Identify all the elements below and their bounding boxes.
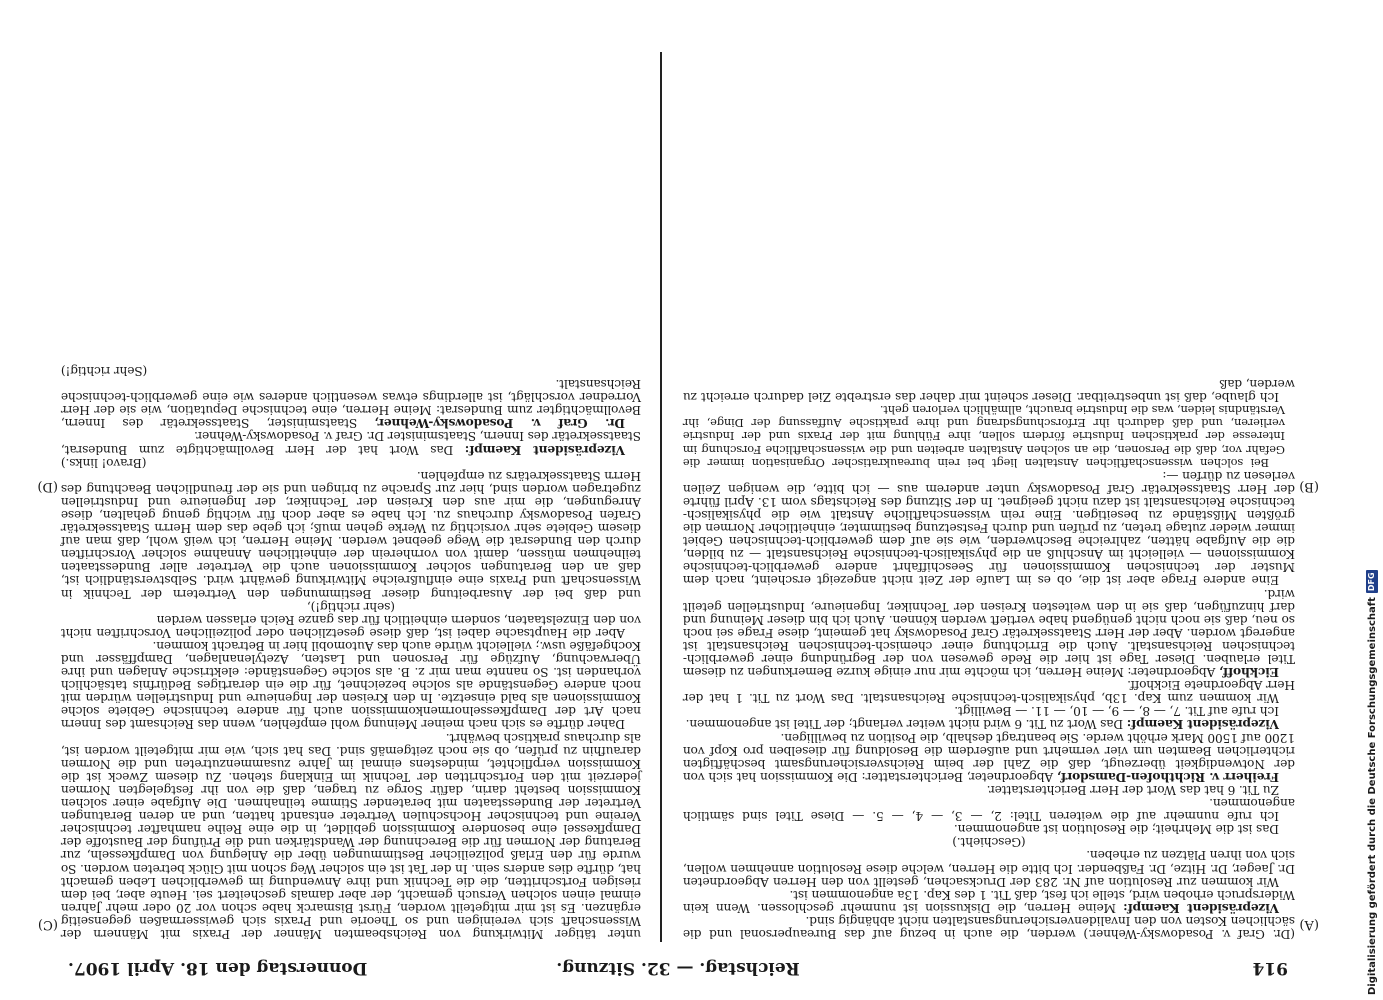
page-number: 914 <box>1252 958 1288 978</box>
paragraph: unter tätiger Mitwirkung von Reichsbeamten Männer der Praxis mit Männern der Wissenschaft sich vereinigen und so Theorie und Praxis sich gewissermaßen gegenseitig ergänzen. Es ist mir mitgeteilt worden, Fürst Bismarck habe schon vor 20 oder mehr Jahren einmal einen solchen Versuch gemacht, der aber damals gescheitert sei. Heute aber, bei dem riesigen Fortschritten, die die Technik und ihre Anwendung im gewerblichen Leben gemacht hat, dürfte dies anders sein. In der Tat ist ein solcher Weg schon mit Glück betreten worden. So wurde für den Erlaß polizeilicher Bestimmungen über die Anlegung von Dampfkesseln, zur Beratung der Normen für die Berechnung der Wandstärken und die Prüfung der Baustoffe der Dampfkessel eine besondere Kommission gebildet, in die eine Reihe namhafter technischer Vereine und technischer Hochschulen Vertreter entsandt hatten, und an deren Beratungen Vertreter der Bundesstaaten mit beratender Stimme teilnahmen. Die Aufgabe einer solchen Kommission besteht darin, dafür Sorge zu tragen, daß die von ihr festgelegten Normen jederzeit mit den Fortschritten der Technik im Einklang stehen. Zu diesem Zweck ist die Kommission verpflichtet, mindestens einmal im Jahre zusammenzutreten und die Normen daraufhin zu prüfen, ob sie noch zeitgemäß sind. Das hat sich, wie mir mitgeteilt worden ist, als durchaus praktisch bewährt. <box>61 730 641 941</box>
page-title: Reichstag. — 32. Sitzung. <box>556 958 800 978</box>
margin-marker-b: (B) <box>1299 479 1319 494</box>
speaker-name: Vizepräsident Kaempf: <box>1123 900 1279 915</box>
right-column <box>61 364 641 940</box>
column-divider <box>661 52 663 942</box>
speaker-name: Freiherr v. Richthofen-Damsdorf, <box>1057 769 1279 784</box>
dfg-logo-icon: DFG <box>1367 572 1376 592</box>
page-header <box>68 956 1288 978</box>
speaker-name: Eickhoff, <box>1219 665 1279 680</box>
left-column <box>683 377 1295 940</box>
paragraph: (Dr. Graf v. Posadowsky-Wehner.) werden, die auch in bezug auf das Bureaupersonal und die sächlichen Kosten von den Invalidenversicherungsanstalten nicht abhängig sind. <box>683 913 1295 941</box>
paragraph: Vizepräsident Kaempf: Meine Herren, die Diskussion ist nunmehr geschlossen. Wenn kein Widerspruch erhoben wird, stelle ich fest, daß Tit. 1 des Kap. 13a angenommen ist. <box>682 887 1295 915</box>
page-date: Donnerstag den 18. April 1907. <box>68 958 368 978</box>
paragraph: Ich rufe auf Tit. 7, — 8, — 9, — 10, — 11. — Bewilligt. <box>954 704 1279 719</box>
paragraph: Ich rufe nunmehr auf die weiteren Titel: 2, — 3, — 4, — 5. — Diese Titel sind sämtlich angenommen. <box>683 796 1295 824</box>
credit-text: Digitalisierung gefördert durch die Deutsche Forschungsgemeinschaft <box>1366 597 1378 995</box>
speaker-name: Vizepräsident Kaempf: <box>464 442 625 457</box>
margin-marker-a: (A) <box>1299 917 1319 932</box>
digitization-credit <box>1364 572 1380 995</box>
speaker-name: Vizepräsident Kaempf: <box>1126 717 1279 732</box>
interjection: (Bravo! links.) <box>61 455 147 470</box>
margin-marker-c: (C) <box>37 917 58 932</box>
margin-marker-d: (D) <box>37 479 58 494</box>
paragraph: Das ist die Mehrheit; die Resolution ist angenommen. <box>954 822 1279 837</box>
paragraph: Aber die Hauptsache dabei ist, daß diese gesetzlichen oder polizeilichen Vorschriften nicht von den Einzelstaaten, sondern einheitlich für das ganze Reich erlassen werden <box>61 612 641 640</box>
interjection: (Sehr richtig!) <box>61 363 148 378</box>
paragraph: und daß bei der Ausarbeitung dieser Bestimmungen den Vertretern der Technik in Wissenschaft und Praxis eine einflußreiche Mitwirkung gewährt wird. Selbstverständlich ist, daß an den Beratungen solcher Kommissionen auch die Vertreter aller Bundesstaaten teilnehmen müssen, damit von vornherein der einheitlichen Annahme solcher Vorschriften durch den Bundesrat die Wege geebnet werden. Meine Herren, ich weiß wohl, daß man auf diesem Gebiete sehr vorsichtig zu Werke gehen muß; ich gebe das dem Herrn Staatssekretär Grafen Posadowsky durchaus zu. Ich habe es aber doch für wichtig genug gehalten, diese Anregungen, die mir aus den Kreisen der Techniker, der Ingenieure und Industriellen zugetragen worden sind, hier zur Sprache zu bringen und sie der freundlichen Beachtung des Herrn Staatssekretärs zu empfehlen. <box>61 468 641 601</box>
paragraph: Wir kommen zum Kap. 13b, physikalisch-technische Reichsanstalt. Das Wort zu Tit. 1 hat der Herr Abgeordnete Eickhoff. <box>683 678 1295 706</box>
paragraph: Eickhoff, Abgeordneter: Meine Herren, ich möchte mir nur einige kurze Bemerkungen zu diesem Titel erlauben. Dieser Tage ist hier die Rede gewesen von der Begründung einer gewerblich-technischen Reichsanstalt. Auch die Errichtung einer chemisch-technischen Reichsanstalt ist angeregt worden. Aber der Herr Staatssekretär Graf Posadowsky hat gemeint, diese Frage sei noch so neu, daß sie noch nicht genügend habe vertieft werden können. Auch ich bin dieser Meinung und darf hinzufügen, daß sie in den weitesten Kreisen der Techniker, Ingenieure, Industriellen geteilt wird. <box>683 586 1295 680</box>
paragraph: Eine andere Frage aber ist die, ob es im Laufe der Zeit nicht angezeigt erscheint, nach dem Muster der technischen Kommissionen für Seeschiffahrt andere gewerblich-technische Kommissionen — vielleicht im Anschluß an die physikalisch-technische Reichsanstalt — zu bilden, die die Aufgabe hätten, zahlreiche Beschwerden, wie sie auf dem gewerblich-technischen Gebiet immer wieder zutage treten, zu prüfen und durch Festsetzung bestimmter, einheitlicher Normen die größten Mißstände zu beseitigen. Eine rein wissenschaftliche Anstalt wie die physikalisch-technische Reichsanstalt ist dazu nicht geeignet. In der Sitzung des Reichstags vom 13. April führte der Herr Staatssekretär Graf Posadowsky unter anderem aus — ich bitte, die wenigen Zeilen verlesen zu dürfen —: <box>683 468 1295 588</box>
paragraph: Vizepräsident Kaempf: Das Wort zu Tit. 6 wird nicht weiter verlangt; der Titel ist angenommen. <box>685 717 1279 732</box>
paragraph: Ich glaube, daß ist unbestreitbar. Dieser scheint mir daher das erstrebte Ziel dadurch erreicht zu werden, daß <box>683 377 1295 405</box>
paragraph: Wir kommen zur Resolution auf Nr. 283 der Drucksachen, gestellt von den Herren Abgeordneten Dr. Jaeger, Dr. Hitze, Dr. Faßbender. Ich bitte die Herren, welche diese Resolution annehmen wollen, sich von ihren Plätzen zu erheben. <box>683 848 1295 889</box>
paragraph: Freiherr v. Richthofen-Damsdorf, Abgeordneter, Berichterstatter: Die Kommission hat sich von der Notwendigkeit überzeugt, daß die Zahl der beim Reichsversicherungsamt beschäftigten richterlichen Beamten um vier vermehrt und außerdem die Besoldung für dieselben pro Kopf von 1200 auf 1500 Mark erhöht werde. Sie beantragt deshalb, die Position zu bewilligen. <box>682 730 1295 784</box>
paragraph: Zu Tit. 6 hat das Wort der Herr Berichterstatter. <box>986 782 1279 797</box>
speaker-name: Dr. Graf v. Posadowsky-Wehner, <box>374 416 625 431</box>
paragraph: Vizepräsident Kaempf: Das Wort hat der Herr Bevollmächtigte zum Bundesrat, Staatssekretär des Innern, Staatsminister Dr. Graf v. Posadowsky-Wehner. <box>61 429 641 457</box>
interjection: (sehr richtig!), <box>307 599 395 614</box>
quotation: Bei solchen wissenschaftlichen Anstalten liegt bei rein bureaukratischer Organisation immer die Gefahr vor, daß die Personen, die an solchen Anstalten arbeiten und die wissenschaftliche Forschung im Interesse der praktischen Industrie fördern sollen, ihre Fühlung mit der Praxis und der Industrie verlieren, und daß dadurch ihr Erforschungsdrang und ihre praktische Auffassung der Dinge, ihr Verständnis leiden, was die Industrie braucht, allmählich verloren geht. <box>683 403 1285 470</box>
interjection: (Geschieht.) <box>952 835 1026 850</box>
paragraph: Daher dürfte es sich nach meiner Meinung wohl empfehlen, wenn das Reichsamt des Innern nach Art der Dampfkesselnormenkommission auch für andere technische Gebiete solche Kommissionen als bald einsetzte. In den Kreisen der Ingenieure und Industriellen würden mit noch andere Gegenstände als solche bezeichnet, für die ein derartiges Bedürfnis tatsächlich vorhanden ist. So nannte man mir z. B. als solche Gegenstände: elektrische Anlagen und ihre Überwachung, Aufzüge für Personen und Lasten, Azetylenanlagen, Dampffässer und Kochgefäße usw.; vielleicht würde auch das Automobil hier in Betracht kommen. <box>61 638 641 732</box>
paragraph: Dr. Graf v. Posadowsky-Wehner, Staatsminister, Staatssekretär des Innern, Bevollmächtigter zum Bundesrat: Meine Herren, eine technische Deputation, wie sie der Herr Vorredner vorschlägt, ist allerdings etwas wesentlich anderes wie eine gewerblich-technische Reichsanstalt. <box>61 377 641 431</box>
